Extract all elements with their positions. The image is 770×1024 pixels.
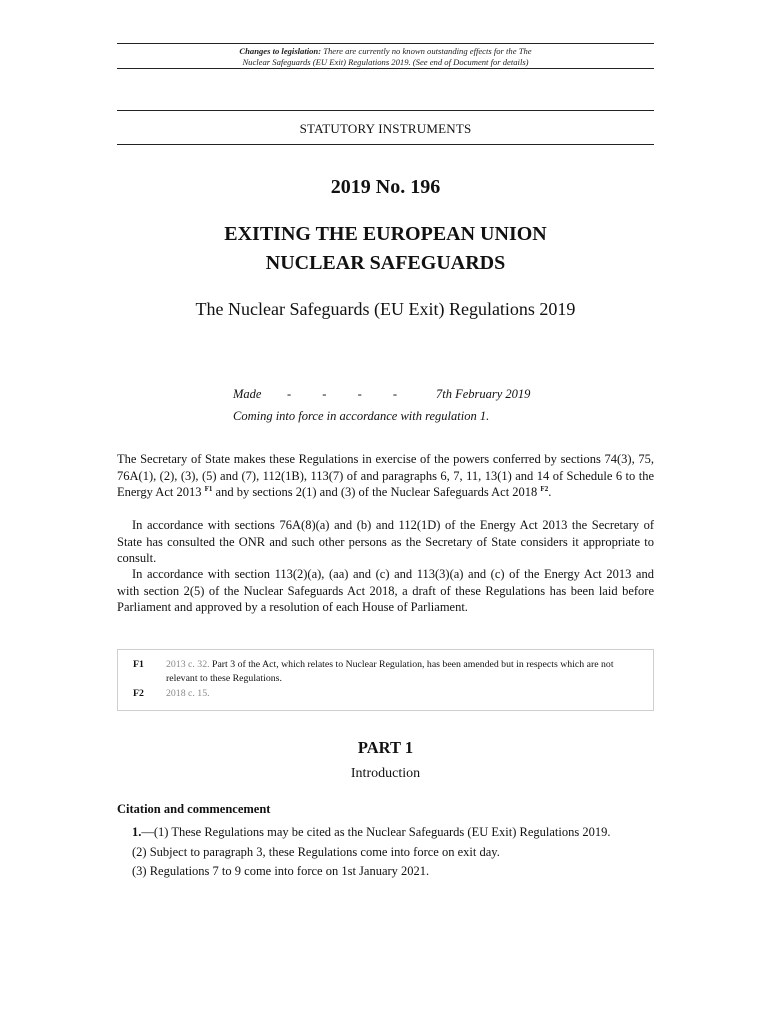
regulation-1-paragraph-1 [132, 825, 610, 840]
changes-line-1: There are currently no known outstanding effects for the The [323, 46, 532, 56]
regulations-title: The Nuclear Safeguards (EU Exit) Regulations 2019 [195, 299, 576, 319]
regulation-1-paragraph-2: (2) Subject to paragraph 3, these Regulations come into force on exit day. [132, 845, 500, 859]
footnote-ref-f2[interactable]: F2 [540, 485, 549, 493]
footnote-f1-text: Part 3 of the Act, which relates to Nuclear Regulation, has been amended but in respects which are not relevant to these Regulations. [166, 659, 614, 684]
part-heading: PART 1 [357, 738, 414, 757]
instrument-subject [117, 220, 654, 278]
footnote-f2-citation[interactable]: 2018 c. 15. [166, 688, 210, 699]
footnote-ref-f1[interactable]: F1 [204, 485, 213, 493]
subject-line-2: NUCLEAR SAFEGUARDS [265, 252, 506, 274]
regulation-1-paragraph-1-text: —(1) These Regulations may be cited as the Nuclear Safeguards (EU Exit) Regulations 2019. [141, 825, 611, 839]
preamble-p1-end: . [548, 485, 552, 499]
preamble-p1-text-a: The Secretary of State makes these Regulations in exercise of the powers conferred by sections 74(3), 75, 76A(1), (2), (3), (5) and (7), 112(1B), 113(7) of and paragraphs 6, 7, 11, 13(1) and 14 of Schedule 6 to the Energy Act 2013 [117, 452, 654, 499]
made-dashes: - - - - [287, 387, 412, 401]
preamble-paragraph-3: In accordance with section 113(2)(a), (aa) and (c) and 113(3)(a) and (c) of the Energy Act 2013 and with section 2(5) of the Nuclear Safeguards Act 2018, a draft of these Regulations has been laid before Parliament and approved by a resolution of each House of Parliament. [117, 567, 654, 614]
regulation-number: 1. [132, 825, 142, 839]
changes-to-legislation-notice [117, 46, 654, 68]
made-label: Made [233, 387, 262, 401]
changes-line-2: Nuclear Safeguards (EU Exit) Regulations 2019. (See end of Document for details) [242, 57, 529, 67]
footnote-f1-ref: F1 [133, 659, 144, 670]
part-title: Introduction [350, 766, 421, 781]
category-bottom-rule [117, 144, 654, 145]
made-date-row [233, 387, 653, 403]
footnote-f2-body [166, 687, 631, 701]
header-bottom-rule [117, 68, 654, 69]
footnote-f1-citation[interactable]: 2013 c. 32. [166, 659, 210, 670]
changes-label: Changes to legislation: [239, 46, 322, 56]
coming-into-force: Coming into force in accordance with regulation 1. [233, 409, 490, 423]
instrument-category: STATUTORY INSTRUMENTS [299, 121, 472, 136]
preamble-paragraph-2: In accordance with sections 76A(8)(a) and (b) and 112(1D) of the Energy Act 2013 the Secretary of State has consulted the ONR and such other persons as the Secretary of State considers it appropriate to consult. [117, 518, 654, 565]
preamble-p1-text-b: and by sections 2(1) and (3) of the Nuclear Safeguards Act 2018 [215, 485, 538, 499]
header-top-rule [117, 43, 654, 44]
footnotes-box [117, 649, 654, 711]
instrument-number: 2019 No. 196 [330, 176, 441, 198]
made-date: 7th February 2019 [436, 387, 531, 401]
footnote-f1-body [166, 658, 631, 686]
preamble-paragraph-1 [117, 451, 654, 501]
footnote-f2-ref: F2 [133, 688, 144, 699]
subject-line-1: EXITING THE EUROPEAN UNION [224, 223, 547, 245]
category-top-rule [117, 110, 654, 111]
section-heading: Citation and commencement [117, 802, 271, 816]
regulation-1-paragraph-3: (3) Regulations 7 to 9 come into force on 1st January 2021. [132, 864, 430, 878]
